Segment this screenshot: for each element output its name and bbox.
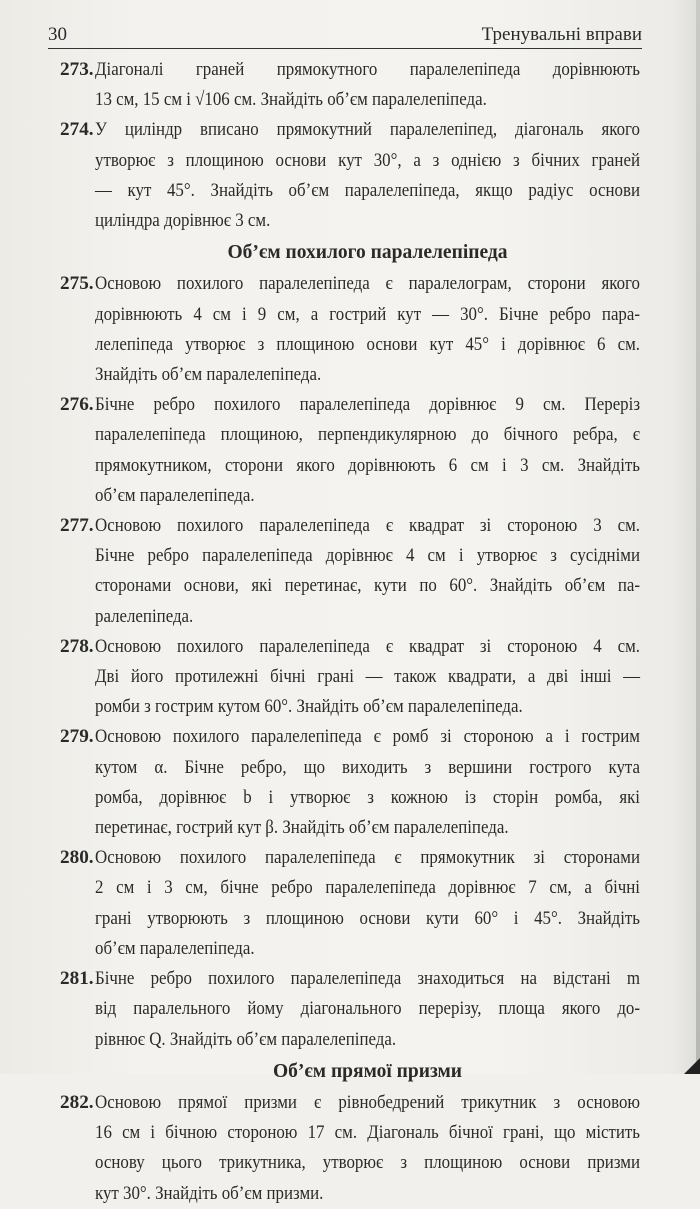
problem-item [60, 511, 640, 632]
section-title: Об’єм прямої призми [272, 1060, 463, 1082]
text-line-content: об’єм паралелепіпеда. [95, 937, 255, 959]
text-line [95, 176, 640, 206]
text-line-content: У циліндр вписано прямокутний паралелепіпед, діагональ якого [95, 119, 640, 141]
text-line-content: 13 см, 15 см і √106 см. Знайдіть об’єм паралелепіпеда. [95, 89, 487, 111]
text-line [95, 1088, 640, 1118]
text-line-content: Основою похилого паралелепіпеда є прямокутник зі сторонами [95, 847, 641, 869]
text-line-content: перетинає, гострий кут β. Знайдіть об’єм паралелепіпеда. [95, 817, 509, 839]
running-head [48, 22, 642, 48]
text-line-content: Основою прямої призми є рівнобедрений трикутник з основою [95, 1091, 641, 1113]
problem-text [95, 269, 640, 390]
text-line-content: Бічне ребро похилого паралелепіпеда знаходиться на відстані m [95, 968, 640, 990]
problem-number: 273. [60, 59, 94, 80]
text-line-content: Основою похилого паралелепіпеда є квадрат зі стороною 3 см. [95, 515, 641, 537]
text-line-content: ромби з гострим кутом 60°. Знайдіть об’єм паралелепіпеда. [95, 696, 523, 718]
problem-text [95, 632, 640, 723]
text-line-content: паралелепіпеда площиною, перпендикулярною до бічного ребра, є [95, 424, 641, 446]
problem-item [60, 115, 640, 236]
page-number: 30 [48, 24, 67, 45]
text-line [95, 206, 640, 236]
text-line [95, 390, 640, 420]
problem-number: 281. [60, 968, 94, 990]
text-line [95, 511, 640, 541]
problem-number: 280. [60, 847, 94, 869]
text-line [95, 1148, 640, 1178]
problem-text [95, 1088, 640, 1209]
problem-item [60, 269, 640, 390]
problem-number: 276. [60, 394, 94, 416]
problem-item [60, 964, 640, 1055]
problem-number: 278. [60, 635, 94, 657]
text-line [95, 602, 640, 632]
text-line [95, 55, 640, 85]
text-line [95, 1025, 640, 1055]
text-line [95, 783, 640, 813]
text-line [95, 904, 640, 934]
text-line-content: грані утворюють з площиною основи кути 60° і 45°. Знайдіть [95, 907, 640, 929]
text-line-content: кутом α. Бічне ребро, що виходить з вершини гострого кута [95, 756, 641, 778]
problem-text [95, 511, 640, 632]
text-line [95, 632, 640, 662]
text-line [95, 1118, 640, 1148]
section-title: Об’єм похилого паралелепіпеда [227, 242, 508, 264]
page-corner-shadow [684, 1058, 700, 1074]
problem-item [60, 632, 640, 723]
text-line-content: Діагоналі граней прямокутного паралелепіпеда дорівнюють [95, 59, 640, 80]
text-line-content: Бічне ребро похилого паралелепіпеда дорівнює 9 см. Переріз [95, 394, 640, 416]
text-line [95, 843, 640, 873]
problem-text [95, 722, 640, 843]
text-line [95, 451, 640, 481]
text-line-content: ромба, дорівнює b і утворює з кожною із сторін ромба, які [95, 786, 640, 808]
text-line-content: кут 30°. Знайдіть об’єм призми. [95, 1182, 324, 1204]
problem-text [95, 964, 640, 1055]
problem-number: 274. [60, 119, 94, 141]
problem-number: 279. [60, 726, 94, 748]
text-line [95, 420, 640, 450]
problem-number: 282. [60, 1091, 94, 1113]
text-line-content: від паралельного йому діагонального перерізу, площа якого до- [95, 998, 641, 1020]
problem-item [60, 722, 640, 843]
text-line-content: циліндра дорівнює 3 см. [95, 210, 271, 232]
text-line [95, 330, 640, 360]
text-line-content: дорівнюють 4 см і 9 см, а гострий кут — 30°. Бічне ребро пара- [95, 303, 640, 325]
text-line-content: 2 см і 3 см, бічне ребро паралелепіпеда дорівнює 7 см, а бічні [95, 877, 640, 899]
problem-item [60, 1088, 640, 1209]
text-line-content: — кут 45°. Знайдіть об’єм паралелепіпеда, якщо радіус основи [95, 179, 641, 201]
running-head-title: Тренувальні вправи [481, 24, 642, 45]
text-line [95, 964, 640, 994]
problem-item [60, 390, 640, 511]
header-rule [48, 48, 642, 49]
text-line-content: сторонами основи, які перетинає, кути по 60°. Знайдіть об’єм па- [95, 575, 640, 597]
problem-number: 277. [60, 515, 94, 537]
text-line [95, 873, 640, 903]
problem-item [60, 843, 640, 964]
text-line [95, 146, 640, 176]
text-line [95, 994, 640, 1024]
page-edge [696, 0, 700, 1074]
text-line [95, 481, 640, 511]
text-line [95, 571, 640, 601]
problem-text [95, 843, 640, 964]
text-line [95, 722, 640, 752]
text-line [95, 300, 640, 330]
text-line [95, 85, 640, 115]
text-line [95, 1179, 640, 1209]
text-line-content: ралелепіпеда. [95, 605, 194, 627]
text-line-content: основу цього трикутника, утворює з площиною основи призми [95, 1152, 640, 1174]
problem-text [95, 390, 640, 511]
text-line-content: Основою похилого паралелепіпеда є ромб зі стороною a і гострим [95, 726, 640, 748]
text-line-content: лелепіпеда утворює з площиною основи кут 45° і дорівнює 6 см. [95, 333, 640, 355]
problem-text [95, 115, 640, 236]
text-line-content: Основою похилого паралелепіпеда є квадрат зі стороною 4 см. [95, 635, 641, 657]
problem-item [60, 55, 640, 115]
text-line [95, 115, 640, 145]
text-line-content: 16 см і бічною стороною 17 см. Діагональ бічної грані, що містить [95, 1122, 641, 1144]
text-line-content: Основою похилого паралелепіпеда є паралелограм, сторони якого [95, 273, 641, 295]
text-line-content: об’єм паралелепіпеда. [95, 484, 255, 506]
text-line [95, 813, 640, 843]
text-line-content: Дві його протилежні бічні грані — також квадрати, а дві інші — [95, 666, 640, 688]
text-line [95, 541, 640, 571]
text-line [95, 360, 640, 390]
text-line [95, 662, 640, 692]
page-content [60, 55, 640, 1209]
text-line [95, 692, 640, 722]
text-line [95, 269, 640, 299]
text-line-content: Бічне ребро паралелепіпеда дорівнює 4 см і утворює з сусідніми [95, 545, 641, 567]
text-line [95, 753, 640, 783]
text-line [95, 934, 640, 964]
problem-text [95, 55, 640, 115]
problem-number: 275. [60, 273, 94, 295]
text-line-content: прямокутником, сторони якого дорівнюють 6 см і 3 см. Знайдіть [95, 454, 640, 476]
text-line-content: утворює з площиною основи кут 30°, а з однією з бічних граней [95, 149, 640, 171]
text-line-content: Знайдіть об’єм паралелепіпеда. [95, 364, 322, 386]
text-line-content: рівнює Q. Знайдіть об’єм паралелепіпеда. [95, 1028, 397, 1050]
